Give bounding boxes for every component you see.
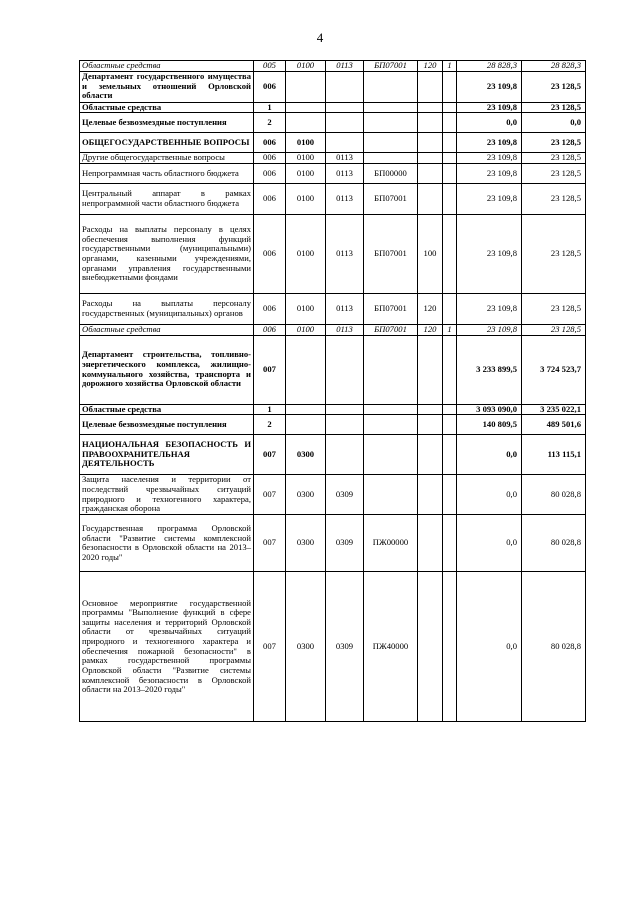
row-sum-first-cell: 23 109,8 <box>457 153 522 164</box>
row-ved-cell: 006 <box>254 163 286 183</box>
row-sum-first-cell: 0,0 <box>457 572 522 722</box>
table-row <box>80 133 586 153</box>
row-source-cell <box>443 163 457 183</box>
table-row <box>80 475 586 515</box>
row-razdel-cell: 0300 <box>286 515 326 572</box>
row-sum-second-cell: 3 724 523,7 <box>522 335 586 404</box>
row-target-article-cell <box>364 415 418 435</box>
row-razdel-cell: 0100 <box>286 153 326 164</box>
row-razdel-cell: 0300 <box>286 572 326 722</box>
row-source-cell <box>443 515 457 572</box>
row-source-cell <box>443 183 457 214</box>
table-body <box>80 61 586 722</box>
row-sum-second-cell: 23 128,5 <box>522 214 586 293</box>
row-source-cell <box>443 102 457 113</box>
row-target-article-cell: БП07001 <box>364 293 418 324</box>
row-source-cell <box>443 293 457 324</box>
row-razdel-cell: 0100 <box>286 183 326 214</box>
row-expense-type-cell <box>418 404 443 415</box>
budget-table <box>79 60 586 722</box>
row-source-cell <box>443 214 457 293</box>
row-sum-first-cell: 23 109,8 <box>457 183 522 214</box>
row-name-cell: Расходы на выплаты персоналу государственных (муниципальных) органов <box>80 293 254 324</box>
row-sum-second-cell: 113 115,1 <box>522 435 586 475</box>
table-row <box>80 335 586 404</box>
row-name-cell: Областные средства <box>80 61 254 72</box>
row-podrazdel-cell: 0309 <box>326 572 364 722</box>
row-podrazdel-cell: 0113 <box>326 163 364 183</box>
row-name-cell: Областные средства <box>80 324 254 335</box>
row-name-cell: ОБЩЕГОСУДАРСТВЕННЫЕ ВОПРОСЫ <box>80 133 254 153</box>
table-row <box>80 293 586 324</box>
row-sum-first-cell: 23 109,8 <box>457 133 522 153</box>
row-source-cell <box>443 133 457 153</box>
row-podrazdel-cell: 0309 <box>326 475 364 515</box>
row-source-cell: 1 <box>443 61 457 72</box>
row-name-cell: Непрограммная часть областного бюджета <box>80 163 254 183</box>
row-name-cell: Областные средства <box>80 404 254 415</box>
row-podrazdel-cell: 0113 <box>326 61 364 72</box>
table-row <box>80 61 586 72</box>
row-expense-type-cell: 120 <box>418 293 443 324</box>
row-razdel-cell <box>286 102 326 113</box>
row-target-article-cell <box>364 102 418 113</box>
row-name-cell: Основное мероприятие государственной программы "Выполнение функций в сфере защиты населения и территорий Орловской области от чрезвычайных ситуаций природного и техногенного характера и обеспечения пожарной безопасности" в рамках государственной программы Орловской области "Развитие системы комплексной безопасности в Орловской области на 2013–2020 годы" <box>80 572 254 722</box>
row-source-cell <box>443 404 457 415</box>
table-row <box>80 572 586 722</box>
row-sum-first-cell: 28 828,3 <box>457 61 522 72</box>
row-expense-type-cell <box>418 163 443 183</box>
row-sum-first-cell: 23 109,8 <box>457 324 522 335</box>
row-expense-type-cell <box>418 133 443 153</box>
row-ved-cell: 006 <box>254 183 286 214</box>
table-row <box>80 415 586 435</box>
row-target-article-cell: БП00000 <box>364 163 418 183</box>
row-sum-first-cell: 140 809,5 <box>457 415 522 435</box>
row-sum-first-cell: 23 109,8 <box>457 102 522 113</box>
table-row <box>80 214 586 293</box>
table-row <box>80 153 586 164</box>
row-source-cell <box>443 415 457 435</box>
row-target-article-cell <box>364 404 418 415</box>
row-target-article-cell: ПЖ00000 <box>364 515 418 572</box>
row-name-cell: Департамент государственного имущества и земельных отношений Орловской области <box>80 71 254 102</box>
row-razdel-cell: 0100 <box>286 324 326 335</box>
row-podrazdel-cell <box>326 435 364 475</box>
row-name-cell: Центральный аппарат в рамках непрограммной части областного бюджета <box>80 183 254 214</box>
row-razdel-cell <box>286 335 326 404</box>
row-sum-second-cell: 80 028,8 <box>522 475 586 515</box>
row-expense-type-cell <box>418 153 443 164</box>
row-target-article-cell: БП07001 <box>364 61 418 72</box>
row-podrazdel-cell <box>326 335 364 404</box>
row-podrazdel-cell <box>326 133 364 153</box>
row-expense-type-cell <box>418 515 443 572</box>
row-name-cell: Защита населения и территории от последствий чрезвычайных ситуаций природного и техногенного характера, гражданская оборона <box>80 475 254 515</box>
row-expense-type-cell <box>418 475 443 515</box>
row-target-article-cell <box>364 113 418 133</box>
row-razdel-cell: 0300 <box>286 475 326 515</box>
row-sum-second-cell: 28 828,3 <box>522 61 586 72</box>
row-podrazdel-cell: 0113 <box>326 214 364 293</box>
row-sum-first-cell: 0,0 <box>457 475 522 515</box>
row-sum-second-cell: 23 128,5 <box>522 324 586 335</box>
row-target-article-cell: БП07001 <box>364 214 418 293</box>
row-ved-cell: 006 <box>254 324 286 335</box>
page-number: 4 <box>316 30 324 45</box>
row-sum-second-cell: 23 128,5 <box>522 71 586 102</box>
row-sum-second-cell: 3 235 022,1 <box>522 404 586 415</box>
table-row <box>80 404 586 415</box>
row-sum-second-cell: 23 128,5 <box>522 133 586 153</box>
table-row <box>80 515 586 572</box>
row-expense-type-cell <box>418 572 443 722</box>
row-ved-cell: 005 <box>254 61 286 72</box>
row-expense-type-cell <box>418 71 443 102</box>
row-target-article-cell <box>364 133 418 153</box>
row-ved-cell: 006 <box>254 214 286 293</box>
table-row <box>80 102 586 113</box>
row-name-cell: Целевые безвозмездные поступления <box>80 415 254 435</box>
table-row <box>80 113 586 133</box>
row-podrazdel-cell: 0309 <box>326 515 364 572</box>
row-expense-type-cell <box>418 183 443 214</box>
row-ved-cell: 007 <box>254 475 286 515</box>
row-razdel-cell: 0100 <box>286 293 326 324</box>
row-ved-cell: 006 <box>254 153 286 164</box>
table-row <box>80 183 586 214</box>
row-name-cell: Другие общегосударственные вопросы <box>80 153 254 164</box>
row-expense-type-cell <box>418 415 443 435</box>
row-podrazdel-cell: 0113 <box>326 293 364 324</box>
row-ved-cell: 1 <box>254 404 286 415</box>
row-ved-cell: 006 <box>254 293 286 324</box>
row-razdel-cell: 0300 <box>286 435 326 475</box>
row-expense-type-cell: 100 <box>418 214 443 293</box>
row-podrazdel-cell: 0113 <box>326 153 364 164</box>
row-podrazdel-cell <box>326 404 364 415</box>
row-target-article-cell <box>364 153 418 164</box>
row-razdel-cell: 0100 <box>286 61 326 72</box>
row-sum-second-cell: 80 028,8 <box>522 515 586 572</box>
row-razdel-cell: 0100 <box>286 133 326 153</box>
row-name-cell: Государственная программа Орловской области "Развитие системы комплексной безопасности в Орловской области на 2013–2020 годы" <box>80 515 254 572</box>
row-ved-cell: 007 <box>254 435 286 475</box>
row-razdel-cell: 0100 <box>286 214 326 293</box>
row-sum-first-cell: 23 109,8 <box>457 214 522 293</box>
row-ved-cell: 2 <box>254 113 286 133</box>
row-sum-first-cell: 0,0 <box>457 113 522 133</box>
row-target-article-cell <box>364 475 418 515</box>
row-source-cell <box>443 572 457 722</box>
table-row <box>80 324 586 335</box>
row-name-cell: Областные средства <box>80 102 254 113</box>
row-name-cell: Департамент строительства, топливно-энергетического комплекса, жилищно-коммунального хозяйства, транспорта и дорожного хозяйства Орловской области <box>80 335 254 404</box>
row-ved-cell: 006 <box>254 133 286 153</box>
row-target-article-cell <box>364 71 418 102</box>
row-ved-cell: 007 <box>254 515 286 572</box>
row-source-cell <box>443 435 457 475</box>
row-sum-first-cell: 23 109,8 <box>457 293 522 324</box>
row-ved-cell: 006 <box>254 71 286 102</box>
row-sum-first-cell: 23 109,8 <box>457 71 522 102</box>
row-source-cell <box>443 335 457 404</box>
row-sum-second-cell: 23 128,5 <box>522 293 586 324</box>
row-source-cell <box>443 475 457 515</box>
row-expense-type-cell <box>418 335 443 404</box>
table-row <box>80 71 586 102</box>
row-target-article-cell: БП07001 <box>364 183 418 214</box>
row-sum-first-cell: 3 093 090,0 <box>457 404 522 415</box>
row-source-cell <box>443 71 457 102</box>
row-sum-second-cell: 23 128,5 <box>522 153 586 164</box>
row-name-cell: Расходы на выплаты персоналу в целях обеспечения выполнения функций государственными (муниципальными) органами, казенными учреждениями, органами управления государственными внебюджетными фондами <box>80 214 254 293</box>
row-sum-second-cell: 23 128,5 <box>522 163 586 183</box>
row-razdel-cell <box>286 113 326 133</box>
row-podrazdel-cell: 0113 <box>326 324 364 335</box>
row-source-cell: 1 <box>443 324 457 335</box>
row-expense-type-cell <box>418 435 443 475</box>
row-ved-cell: 2 <box>254 415 286 435</box>
row-razdel-cell <box>286 415 326 435</box>
row-ved-cell: 007 <box>254 572 286 722</box>
row-expense-type-cell <box>418 113 443 133</box>
row-ved-cell: 1 <box>254 102 286 113</box>
row-expense-type-cell: 120 <box>418 324 443 335</box>
row-podrazdel-cell: 0113 <box>326 183 364 214</box>
row-podrazdel-cell <box>326 415 364 435</box>
row-sum-second-cell: 80 028,8 <box>522 572 586 722</box>
table-row <box>80 435 586 475</box>
row-razdel-cell: 0100 <box>286 163 326 183</box>
row-sum-second-cell: 23 128,5 <box>522 183 586 214</box>
row-sum-first-cell: 0,0 <box>457 435 522 475</box>
row-target-article-cell: БП07001 <box>364 324 418 335</box>
row-expense-type-cell <box>418 102 443 113</box>
row-razdel-cell <box>286 71 326 102</box>
row-name-cell: НАЦИОНАЛЬНАЯ БЕЗОПАСНОСТЬ И ПРАВООХРАНИТЕЛЬНАЯ ДЕЯТЕЛЬНОСТЬ <box>80 435 254 475</box>
row-target-article-cell: ПЖ40000 <box>364 572 418 722</box>
row-name-cell: Целевые безвозмездные поступления <box>80 113 254 133</box>
table-row <box>80 163 586 183</box>
row-ved-cell: 007 <box>254 335 286 404</box>
row-podrazdel-cell <box>326 113 364 133</box>
row-source-cell <box>443 113 457 133</box>
row-podrazdel-cell <box>326 71 364 102</box>
row-target-article-cell <box>364 335 418 404</box>
row-expense-type-cell: 120 <box>418 61 443 72</box>
row-podrazdel-cell <box>326 102 364 113</box>
row-target-article-cell <box>364 435 418 475</box>
row-sum-first-cell: 3 233 899,5 <box>457 335 522 404</box>
row-sum-first-cell: 0,0 <box>457 515 522 572</box>
row-sum-second-cell: 23 128,5 <box>522 102 586 113</box>
row-sum-first-cell: 23 109,8 <box>457 163 522 183</box>
row-sum-second-cell: 489 501,6 <box>522 415 586 435</box>
row-sum-second-cell: 0,0 <box>522 113 586 133</box>
row-razdel-cell <box>286 404 326 415</box>
row-source-cell <box>443 153 457 164</box>
